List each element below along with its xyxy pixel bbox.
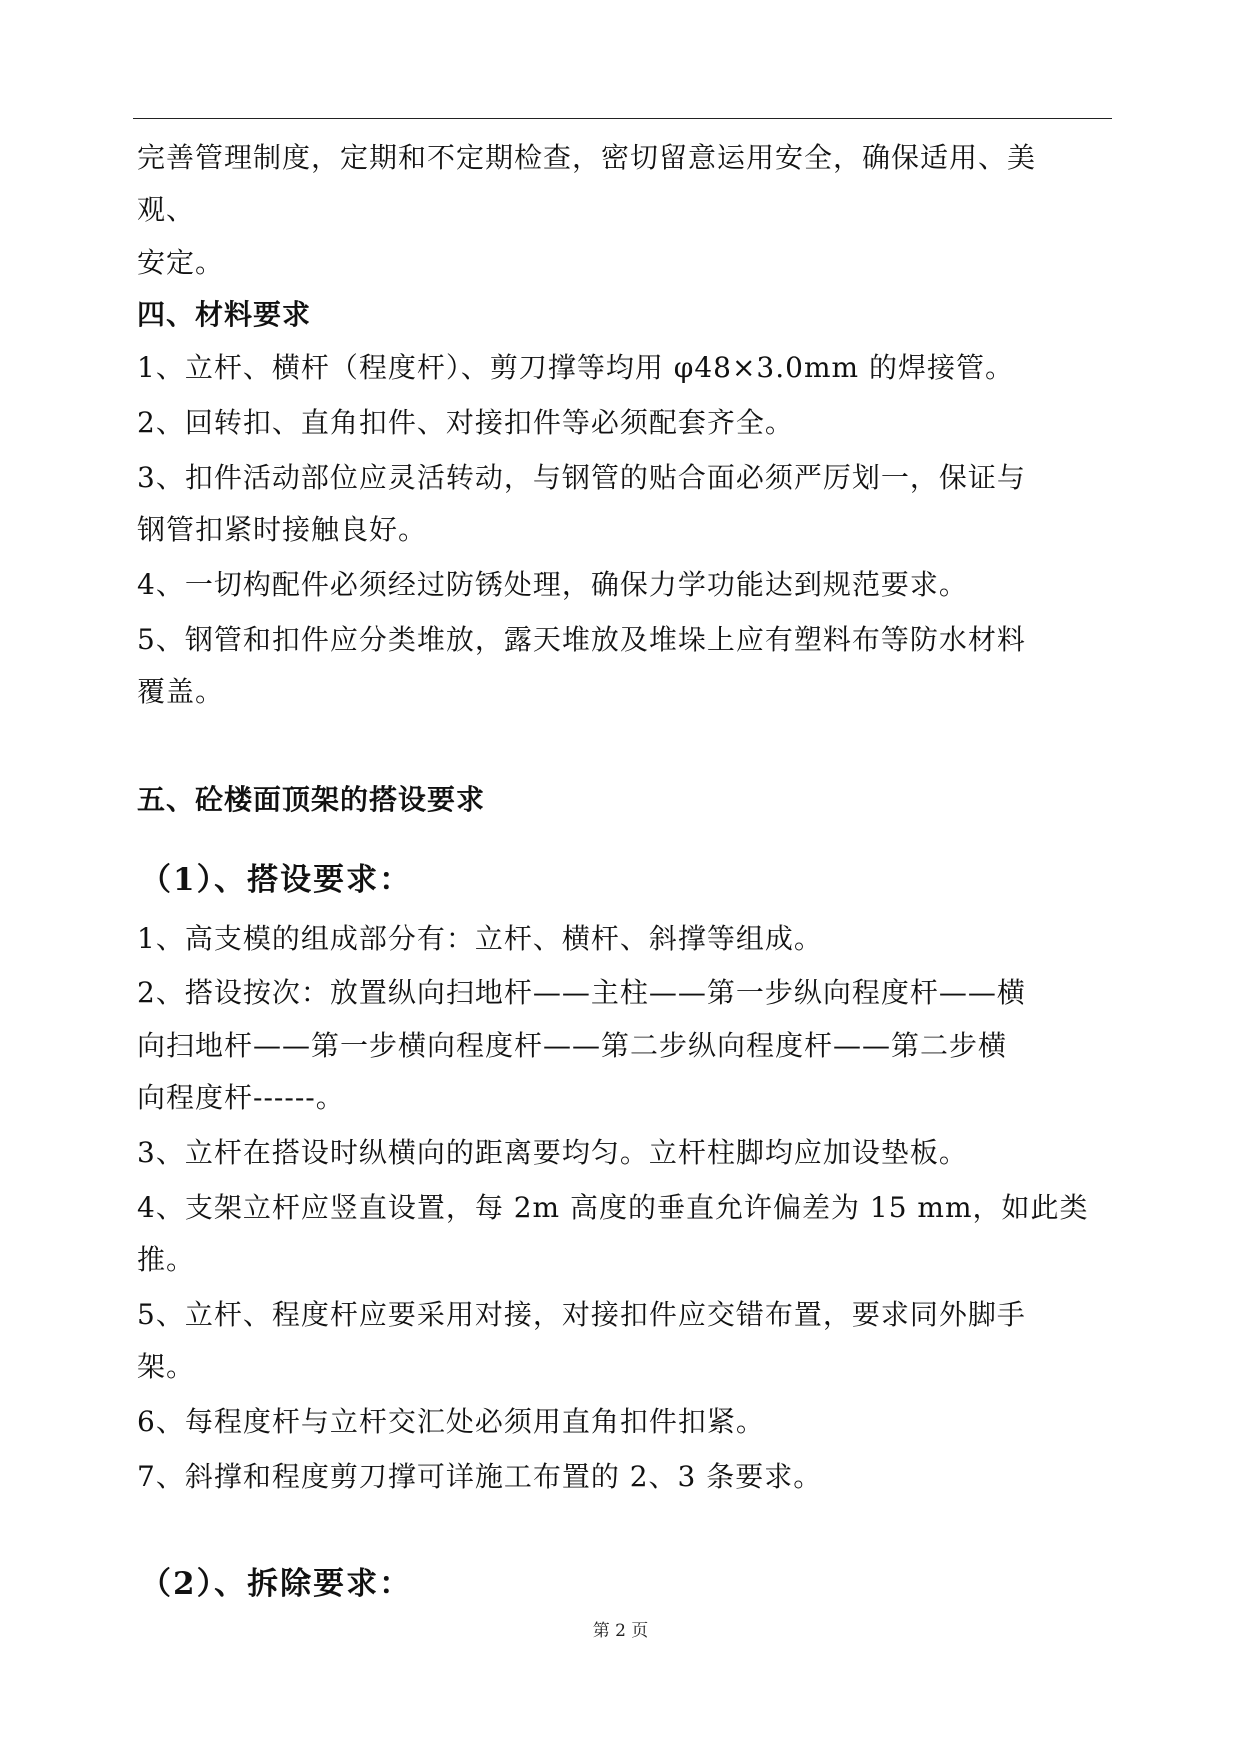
list-item: 1、高支模的组成部分有：立杆、横杆、斜撑等组成。 — [137, 922, 823, 955]
list-item-continuation: 向扫地杆——第一步横向程度杆——第二步纵向程度杆——第二步横 — [137, 1029, 1008, 1062]
list-item: 4、一切构配件必须经过防锈处理，确保力学功能达到规范要求。 — [137, 568, 968, 601]
section-heading: 四、材料要求 — [137, 298, 312, 331]
body-text-line: 安定。 — [137, 246, 225, 279]
list-item: 5、钢管和扣件应分类堆放，露天堆放及堆垛上应有塑料布等防水材料 — [137, 623, 1026, 656]
section-heading: 五、砼楼面顶架的搭设要求 — [137, 783, 486, 816]
list-item-continuation: 架。 — [137, 1350, 196, 1383]
body-text-line: 观、 — [137, 193, 196, 226]
body-text-line: 完善管理制度，定期和不定期检查，密切留意运用安全，确保适用、美 — [137, 141, 1037, 174]
list-item: 5、立杆、程度杆应要采用对接，对接扣件应交错布置，要求同外脚手 — [137, 1298, 1026, 1331]
subsection-heading: （2）、拆除要求： — [140, 1566, 413, 1602]
list-item: 7、斜撑和程度剪刀撑可详施工布置的 2、3 条要求。 — [137, 1460, 823, 1493]
list-item: 3、扣件活动部位应灵活转动，与钢管的贴合面必须严厉划一，保证与 — [137, 461, 1026, 494]
page-number: 第 2 页 — [592, 1621, 649, 1641]
list-item-continuation: 推。 — [137, 1243, 196, 1276]
list-item: 6、每程度杆与立杆交汇处必须用直角扣件扣紧。 — [137, 1405, 765, 1438]
list-item-continuation: 向程度杆------。 — [137, 1081, 345, 1114]
list-item: 2、回转扣、直角扣件、对接扣件等必须配套齐全。 — [137, 406, 794, 439]
list-item: 2、搭设按次：放置纵向扫地杆——主柱——第一步纵向程度杆——横 — [137, 976, 1026, 1009]
list-item-continuation: 钢管扣紧时接触良好。 — [137, 513, 428, 546]
list-item-continuation: 覆盖。 — [137, 675, 225, 708]
subsection-heading: （1）、搭设要求： — [140, 862, 413, 898]
list-item: 3、立杆在搭设时纵横向的距离要均匀。立杆柱脚均应加设垫板。 — [137, 1136, 968, 1169]
list-item: 1、立杆、横杆（程度杆）、剪刀撑等均用 φ48×3.0mm 的焊接管。 — [137, 351, 1014, 384]
list-item: 4、支架立杆应竖直设置，每 2m 高度的垂直允许偏差为 15 mm，如此类 — [137, 1191, 1089, 1224]
header-rule — [133, 118, 1112, 119]
